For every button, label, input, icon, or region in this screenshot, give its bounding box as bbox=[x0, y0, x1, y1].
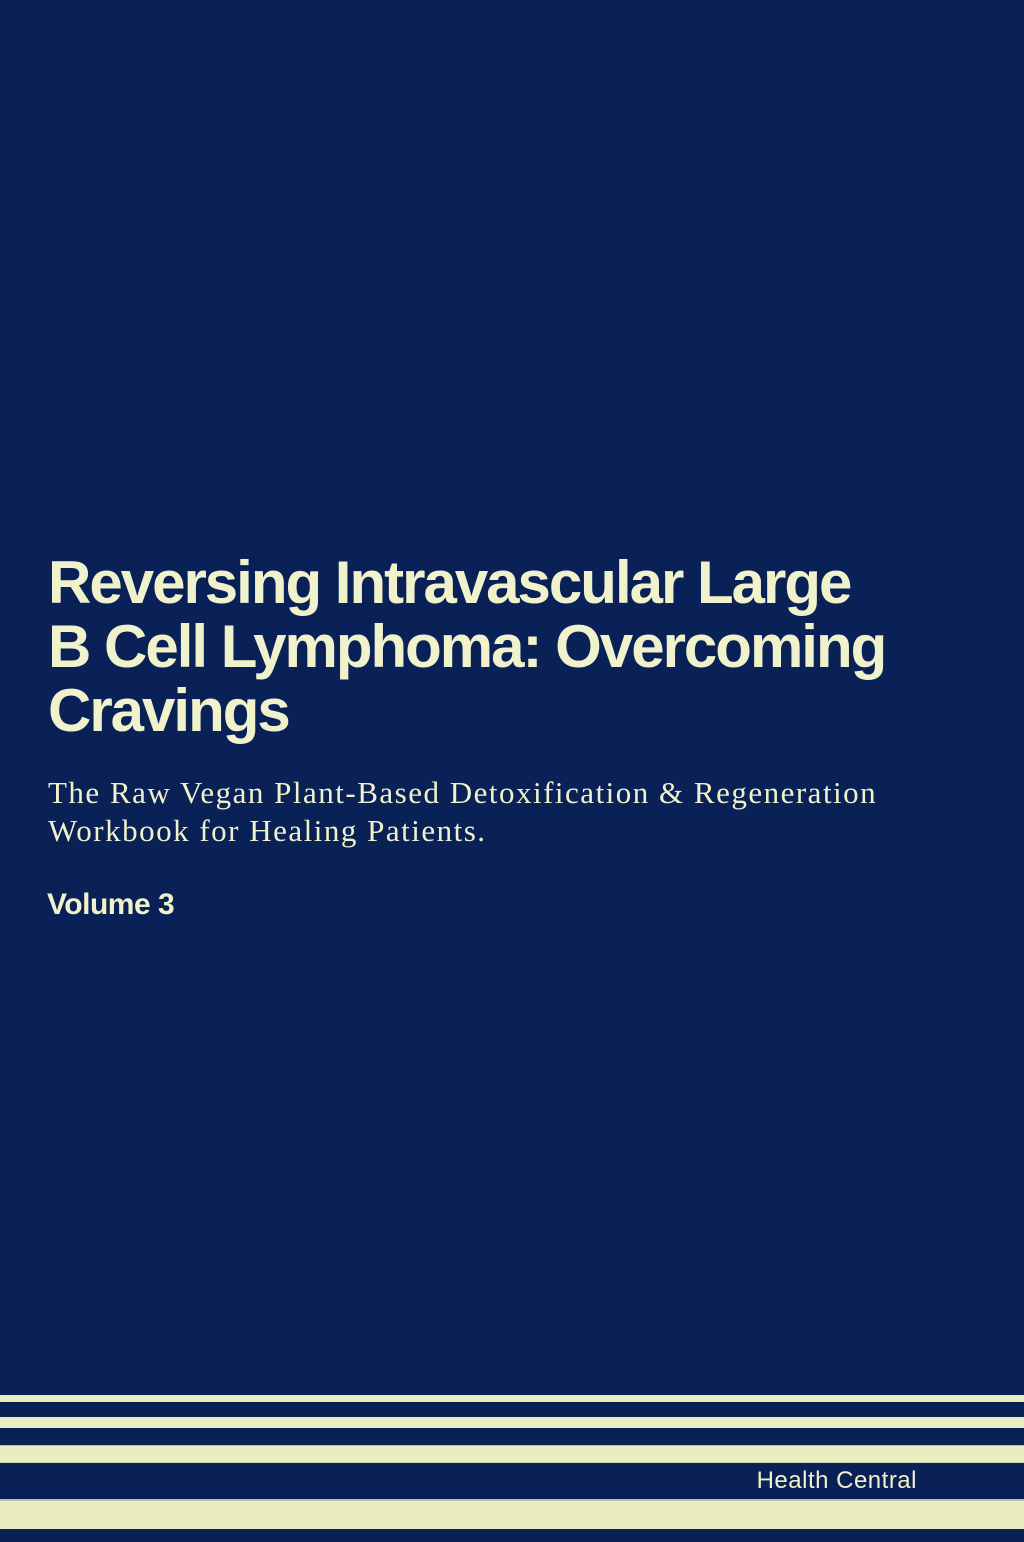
stripe-medium bbox=[0, 1445, 1024, 1463]
book-subtitle bbox=[48, 774, 877, 850]
stripe-thin-1 bbox=[0, 1395, 1024, 1402]
publisher-name: Health Central bbox=[756, 1467, 917, 1494]
book-subtitle-line-2: Workbook for Healing Patients. bbox=[48, 813, 487, 848]
book-title-line-2: B Cell Lymphoma: Overcoming bbox=[48, 613, 886, 680]
book-title bbox=[48, 551, 994, 743]
book-title-line-1: Reversing Intravascular Large bbox=[48, 549, 851, 616]
stripe-thin-2 bbox=[0, 1417, 1024, 1428]
stripe-wide bbox=[0, 1499, 1024, 1529]
title-block bbox=[48, 551, 994, 743]
publisher-band bbox=[0, 1463, 1024, 1499]
book-subtitle-line-1: The Raw Vegan Plant-Based Detoxification & Regeneration bbox=[48, 775, 878, 810]
book-title-line-3: Cravings bbox=[48, 677, 289, 744]
volume-label: Volume 3 bbox=[47, 888, 175, 921]
